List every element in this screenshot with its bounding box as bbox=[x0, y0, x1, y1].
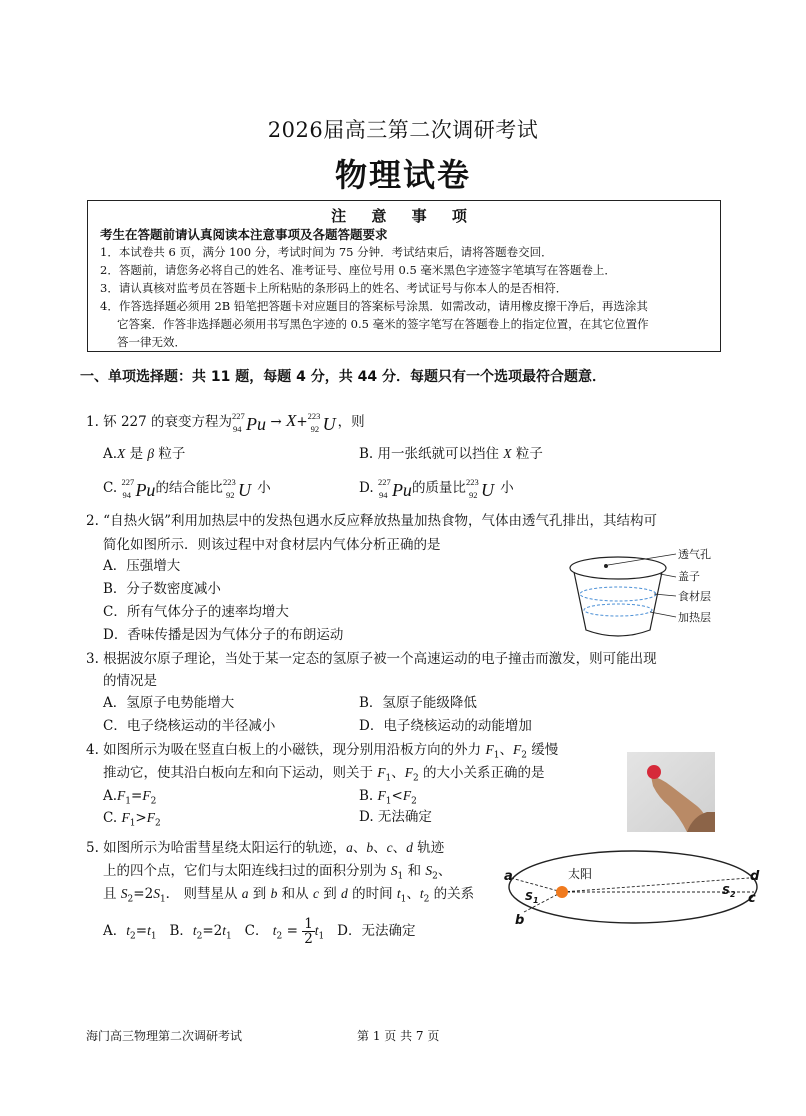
q2-option-d: D．香味传播是因为气体分子的布朗运动 bbox=[103, 627, 344, 643]
q5-stem-line1: 5. 如图所示为哈雷彗星绕太阳运行的轨迹，a、b、c、d 轨迹 bbox=[86, 840, 445, 856]
pu-symbol: Pu bbox=[246, 413, 267, 434]
q2-option-a: A．压强增大 bbox=[103, 558, 181, 574]
section-title: 一、单项选择题：共 11 题，每题 4 分，共 44 分．每题只有一个选项最符合题意． bbox=[80, 369, 606, 385]
point-d-label: d bbox=[750, 869, 760, 884]
subject-title: 物理试卷 bbox=[334, 156, 471, 194]
notice-rule-1: 1．本试卷共 6 页，满分 100 分，考试时间为 75 分钟．考试结束后，请将答题卷交回． bbox=[100, 245, 553, 259]
orbit-figure bbox=[500, 850, 768, 932]
q2-option-c: C．所有气体分子的速率均增大 bbox=[103, 604, 289, 620]
q1-option-b: B. 用一张纸就可以挡住 X 粒子 bbox=[359, 446, 543, 462]
point-a-label: a bbox=[504, 869, 513, 884]
q3-option-a: A．氢原子电势能增大 bbox=[103, 695, 235, 711]
q5-options bbox=[103, 916, 415, 952]
notice-heading: 注 意 事 项 bbox=[331, 207, 477, 225]
magnet-icon bbox=[647, 765, 661, 779]
q5-stem-line3: 且 $S_2=2S_1$． 则彗星从 a 到 b 和从 c 到 d 的时间 $t_1$、$t_2$ 的关系 bbox=[103, 886, 475, 905]
q2-stem-line1: 2. “自热火锅”利用加热层中的发热包遇水反应释放热量加热食物，气体由透气孔排出，其结构可 bbox=[86, 513, 657, 529]
fraction-half: $\frac{1}{2}$ bbox=[304, 916, 313, 947]
q3-stem-line2: 的情况是 bbox=[103, 673, 157, 689]
q4-stem-line1: 4. 如图所示为吸在竖直白板上的小磁铁，现分别用沿板方向的外力 $F_1$、$F_2$ 缓慢 bbox=[86, 742, 559, 761]
q3-option-d: D．电子绕核运动的动能增加 bbox=[359, 718, 532, 734]
label-vent: 透气孔 bbox=[678, 548, 711, 561]
q2-option-b: B．分子数密度减小 bbox=[103, 581, 221, 597]
q1-option-a: A.X 是 β 粒子 bbox=[103, 446, 186, 462]
q5-option-b: B．$t_2=2t_1$ bbox=[169, 923, 232, 942]
point-b-label: b bbox=[515, 913, 525, 928]
q2-stem-line2: 简化如图所示．则该过程中对食材层内气体分析正确的是 bbox=[103, 537, 441, 553]
sun-label: 太阳 bbox=[568, 867, 593, 881]
exam-title: 2026届高三第二次调研考试 bbox=[267, 118, 539, 142]
notice-rule-4-cont: 它答案．作答非选择题必须用书写黑色字迹的 0.5 毫米的签字笔写在答题卷上的指定位置，在其它位置作 bbox=[117, 317, 649, 331]
footer-page-number: 第 1 页 共 7 页 bbox=[357, 1029, 440, 1043]
q5-stem-line2: 上的四个点，它们与太阳连线扫过的面积分别为 $S_1$ 和 $S_2$、 bbox=[103, 863, 452, 882]
notice-rule-2: 2．答题前，请您务必将自己的姓名、准考证号、座位号用 0.5 毫米黑色字迹签字笔填写在答题卷上． bbox=[100, 263, 616, 277]
point-c-label: c bbox=[748, 891, 756, 906]
arrow-icon: → bbox=[270, 414, 282, 430]
nuclide-u bbox=[308, 410, 338, 436]
u-symbol: U bbox=[322, 413, 336, 434]
notice-rule-4-end: 答一律无效． bbox=[117, 335, 186, 349]
q1-stem-prefix: 1. 钚 227 的衰变方程为 bbox=[86, 414, 233, 430]
hotpot-figure bbox=[568, 544, 728, 650]
q4-option-c: C. $F_1>F_2$ bbox=[103, 810, 161, 829]
area-s1-label: $S_1$ bbox=[525, 890, 539, 905]
notice-subheading: 考生在答题前请认真阅读本注意事项及各题答题要求 bbox=[100, 227, 388, 242]
footer-exam-name: 海门高三物理第二次调研考试 bbox=[86, 1029, 243, 1043]
label-heating-layer: 加热层 bbox=[678, 611, 711, 624]
x-symbol: X bbox=[285, 411, 297, 430]
q4-option-a: $A.F_1=F_2$ bbox=[103, 788, 157, 807]
q1-option-c: C. 227 94 Pu 的结合能比 223 92 U 小 bbox=[103, 476, 271, 500]
q5-option-a: A．$t_2=t_1$ bbox=[103, 923, 157, 942]
nuclide-pu bbox=[232, 410, 266, 436]
q4-option-b: B. $F_1<F_2$ bbox=[359, 788, 417, 807]
notice-rule-4: 4．作答选择题必须用 2B 铅笔把答题卡对应题目的答案标号涂黑．如需改动，请用橡皮擦干净后，再选涂其 bbox=[100, 299, 648, 313]
area-s2-label: $S_2$ bbox=[722, 884, 736, 899]
q1-stem bbox=[86, 408, 365, 436]
q5-option-c: C． $t_2$ = $\frac{1}{2}$ $t_1$ bbox=[244, 916, 325, 947]
q5-option-d: D．无法确定 bbox=[337, 923, 416, 939]
notice-box bbox=[87, 200, 721, 352]
q4-option-d: D. 无法确定 bbox=[359, 809, 432, 825]
notice-rule-3: 3．请认真核对监考员在答题卡上所粘贴的条形码上的姓名、考试证号与你本人的是否相符． bbox=[100, 281, 568, 295]
q1-stem-suffix: ，则 bbox=[337, 414, 365, 430]
q3-option-c: C．电子绕核运动的半径减小 bbox=[103, 718, 276, 734]
q3-stem-line1: 3. 根据波尔原子理论，当处于某一定态的氢原子被一个高速运动的电子撞击而激发，则可能出现 bbox=[86, 651, 657, 667]
plus-sign: + bbox=[296, 414, 308, 430]
label-lid: 盖子 bbox=[678, 570, 700, 583]
q3-option-b: B．氢原子能级降低 bbox=[359, 695, 477, 711]
label-food-layer: 食材层 bbox=[678, 590, 711, 603]
sun-icon bbox=[556, 886, 568, 898]
q4-stem-line2: 推动它，使其沿白板向左和向下运动，则关于 $F_1$、$F_2$ 的大小关系正确的是 bbox=[103, 765, 545, 784]
pu-mass: 227 bbox=[232, 410, 245, 421]
q1-option-d: D. 227 94 Pu 的质量比 223 92 U 小 bbox=[359, 476, 514, 500]
u-z: 92 bbox=[310, 423, 320, 434]
magnet-photo bbox=[627, 752, 715, 832]
pu-z: 94 bbox=[233, 423, 242, 434]
u-mass: 223 bbox=[307, 410, 321, 421]
